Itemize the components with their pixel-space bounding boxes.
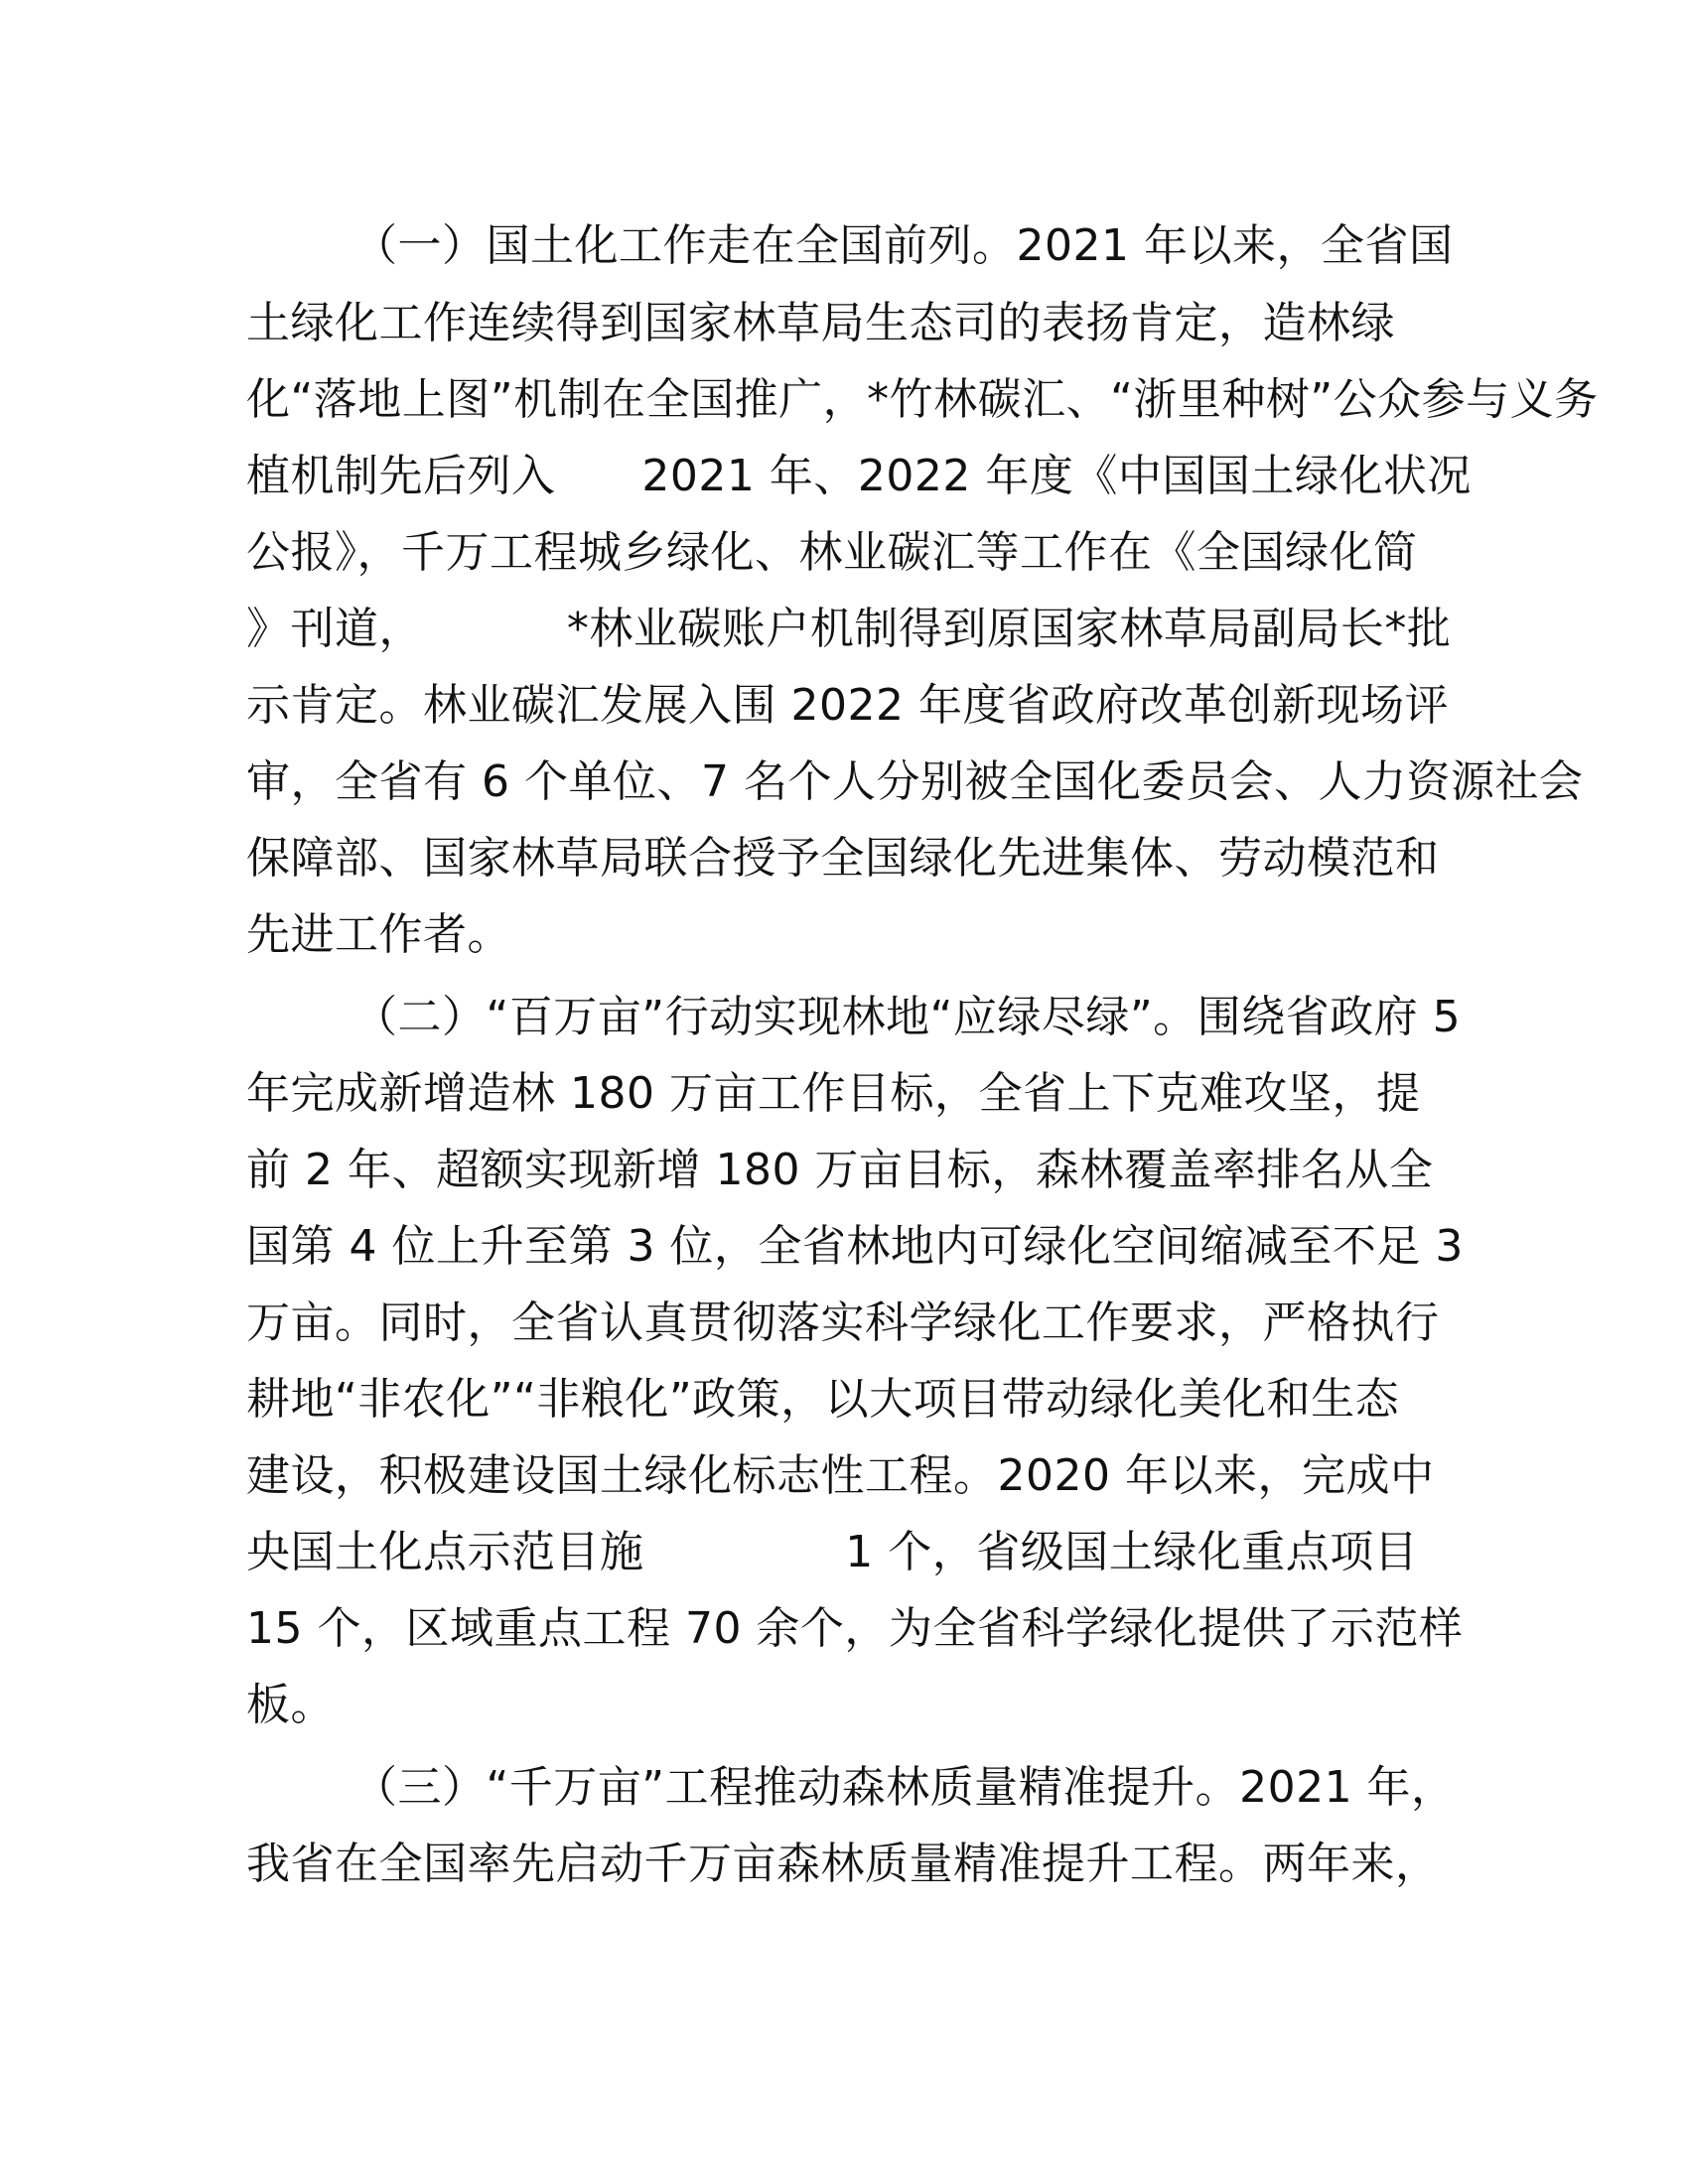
paragraph-1-line-9: 保障部、国家林草局联合授予全国绿化先进集体、劳动模范和 (246, 833, 1440, 884)
paragraph-3-line-2: 我省在全国率先启动千万亩森林质量精准提升工程。两年来， (246, 1839, 1440, 1889)
paragraph-2-line-3: 前 2 年、超额实现新增 180 万亩目标，森林覆盖率排名从全 (246, 1145, 1434, 1195)
paragraph-2-line-7: 建设，积极建设国土绿化标志性工程。2020 年以来，完成中 (246, 1450, 1435, 1501)
paragraph-1-line-2: 土绿化工作连续得到国家林草局生态司的表扬肯定，造林绿 (246, 298, 1395, 348)
paragraph-1-line-4: 植机制先后列入 2021 年、2022 年度《中国国土绿化状况 (246, 451, 1472, 501)
paragraph-2-line-6: 耕地“非农化”“非粮化”政策，以大项目带动绿化美化和生态 (246, 1374, 1400, 1425)
paragraph-2-line-5: 万亩。同时，全省认真贯彻落实科学绿化工作要求，严格执行 (246, 1297, 1440, 1348)
paragraph-1-line-8: 审，全省有 6 个单位、7 名个人分别被全国化委员会、人力资源社会 (246, 756, 1584, 807)
paragraph-2-line-4: 国第 4 位上升至第 3 位，全省林地内可绿化空间缩减至不足 3 (246, 1221, 1464, 1272)
paragraph-2-line-1: （二）“百万亩”行动实现林地“应绿尽绿”。围绕省政府 5 (353, 992, 1462, 1042)
paragraph-1-line-6: 》刊道， *林业碳账户机制得到原国家林草局副局长*批 (246, 604, 1452, 654)
paragraph-1-line-7: 示肯定。林业碳汇发展入围 2022 年度省政府改革创新现场评 (246, 680, 1449, 731)
paragraph-3-line-1: （三）“千万亩”工程推动森林质量精准提升。2021 年， (353, 1762, 1456, 1813)
paragraph-2-line-8: 央国土化点示范目施 1 个，省级国土绿化重点项目 (246, 1527, 1419, 1577)
paragraph-2-line-10: 板。 (246, 1680, 335, 1730)
paragraph-2-line-2: 年完成新增造林 180 万亩工作目标，全省上下克难攻坚，提 (246, 1068, 1421, 1119)
paragraph-1-line-5: 公报》，千万工程城乡绿化、林业碳汇等工作在《全国绿化简 (246, 527, 1418, 578)
paragraph-1-line-10: 先进工作者。 (246, 909, 511, 960)
paragraph-1-line-1: （一）国土化工作走在全国前列。2021 年以来，全省国 (353, 220, 1454, 271)
paragraph-1-line-3: 化“落地上图”机制在全国推广，*竹林碳汇、“浙里种树”公众参与义务 (246, 374, 1599, 425)
paragraph-2-line-9: 15 个，区域重点工程 70 余个，为全省科学绿化提供了示范样 (246, 1603, 1464, 1654)
